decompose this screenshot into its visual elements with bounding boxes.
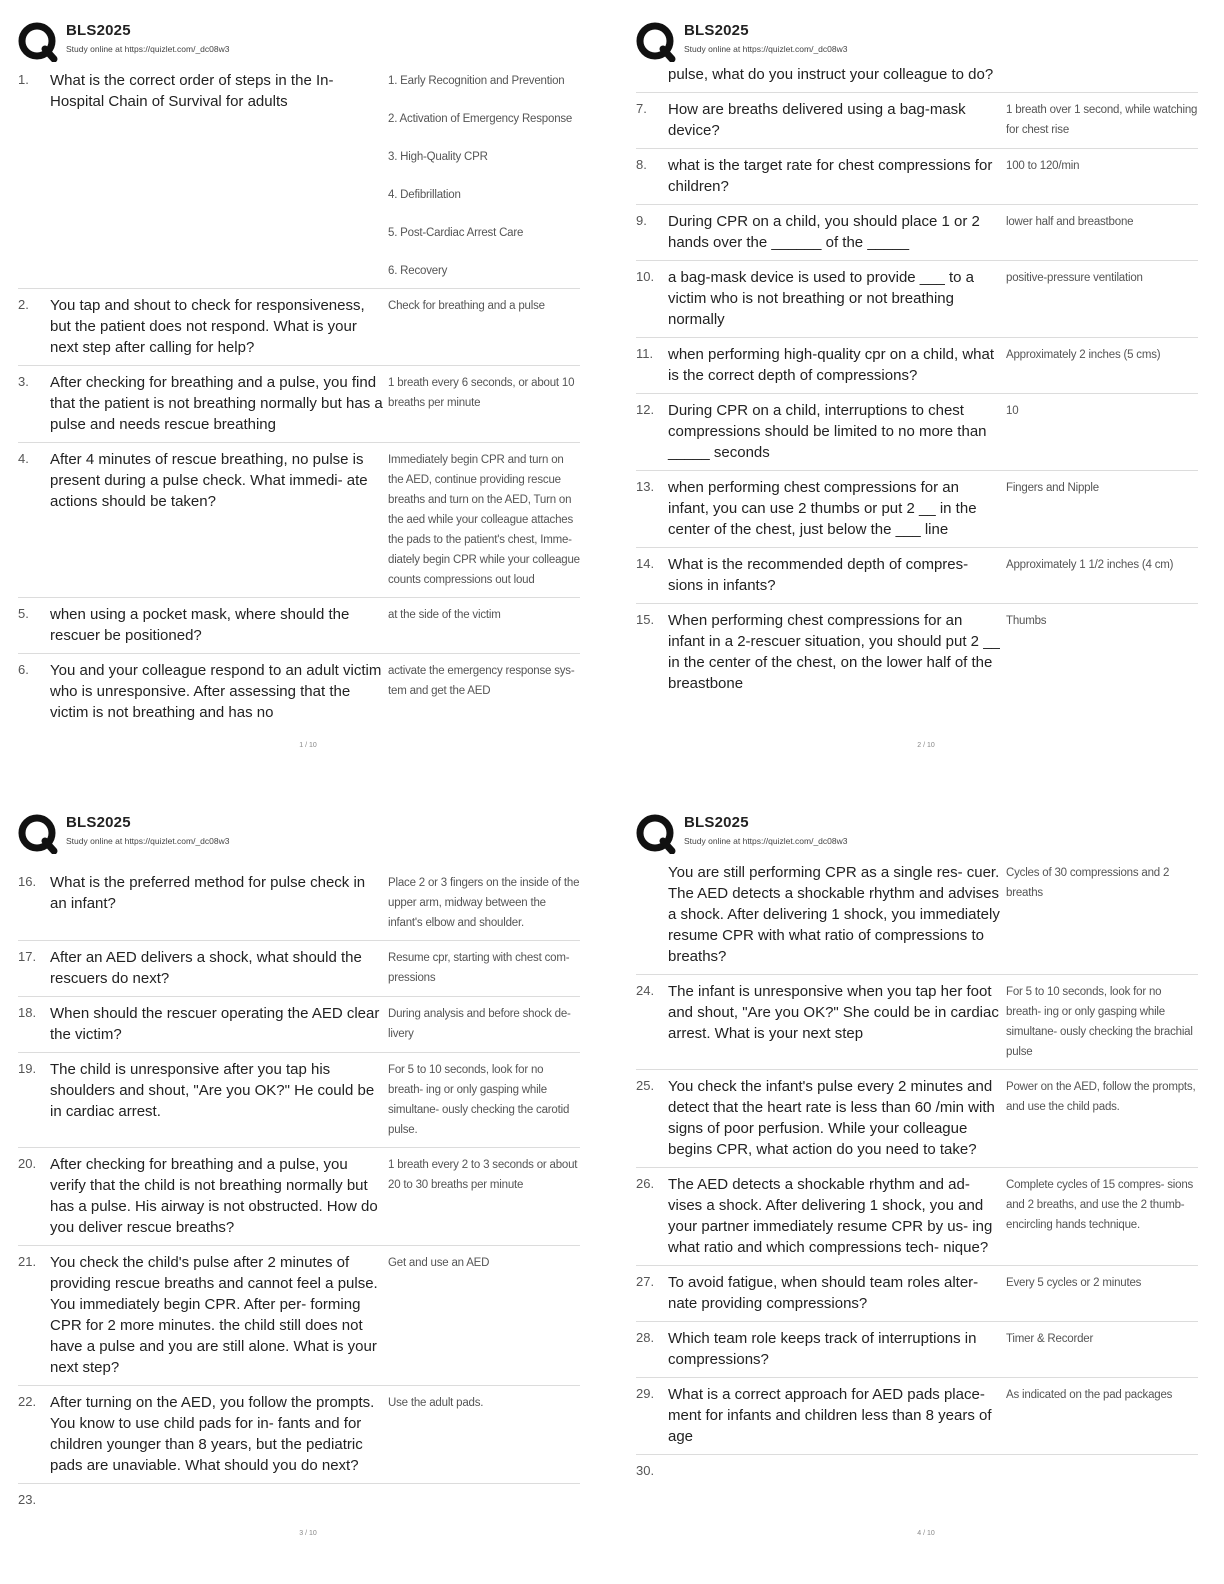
quizlet-logo-icon <box>636 22 676 62</box>
study-link[interactable]: Study online at https://quizlet.com/_dc08w3 <box>66 44 230 54</box>
card-row <box>636 1266 1198 1322</box>
card-definition: Check for breathing and a pulse <box>388 300 545 312</box>
page-number: 3 / 10 <box>299 1530 317 1537</box>
card-row <box>18 1148 580 1246</box>
definition-line: 5. Post-Cardiac Arrest Care <box>388 227 524 239</box>
card-number: 25. <box>636 1078 655 1093</box>
card-definition <box>388 1490 580 1507</box>
card-number: 24. <box>636 983 655 998</box>
card-row <box>18 1484 580 1514</box>
card-list <box>636 856 1198 1485</box>
set-title: BLS2025 <box>684 22 749 39</box>
card-definition: 10 <box>1006 405 1019 417</box>
card-definition <box>1006 1461 1198 1478</box>
card-row <box>18 366 580 443</box>
card-number: 27. <box>636 1274 655 1289</box>
card-number: 6. <box>18 662 29 677</box>
card-number: 18. <box>18 1005 37 1020</box>
set-title: BLS2025 <box>66 814 131 831</box>
card-number: 7. <box>636 101 647 116</box>
page-1 <box>18 18 598 778</box>
card-term: what is the target rate for chest compressions for children? <box>668 157 993 195</box>
card-definition: Cycles of 30 compressions and 2 breaths <box>1006 867 1170 899</box>
card-term: when using a pocket mask, where should the rescuer be positioned? <box>50 606 350 644</box>
card-row <box>636 1322 1198 1378</box>
card-term: You check the child's pulse after 2 minutes of providing rescue breaths and cannot feel a pulse. You immediately begin CPR. After per- forming CPR for 2 more minutes. the child still does not have a pulse and you are still alone. What is your next step? <box>50 1254 378 1376</box>
card-term: Which team role keeps track of interruptions in compressions? <box>668 1330 977 1368</box>
page-3 <box>18 810 598 1570</box>
card-row <box>636 1455 1198 1485</box>
card-term: The AED detects a shockable rhythm and ad- vises a shock. After delivering 1 shock, you and your partner immediately resume CPR by us- ing what ratio and which compressions tech- nique? <box>668 1176 993 1256</box>
card-number <box>636 862 668 967</box>
set-title: BLS2025 <box>684 814 749 831</box>
card-row <box>636 93 1198 149</box>
card-row <box>18 654 580 730</box>
card-row <box>636 1070 1198 1168</box>
card-number: 20. <box>18 1156 37 1171</box>
definition-line: 1. Early Recognition and Prevention <box>388 75 565 87</box>
card-term: After an AED delivers a shock, what should the rescuers do next? <box>50 949 362 987</box>
card-term: How are breaths delivered using a bag-mask device? <box>668 101 966 139</box>
card-row <box>18 443 580 598</box>
card-definition: Every 5 cycles or 2 minutes <box>1006 1277 1142 1289</box>
card-definition <box>388 70 580 281</box>
card-row <box>18 1053 580 1148</box>
card-definition: For 5 to 10 seconds, look for no breath- ing or only gasping while simultane- ously checking the carotid pulse. <box>388 1064 570 1136</box>
card-list <box>18 64 580 730</box>
card-row <box>636 1378 1198 1455</box>
page-number: 1 / 10 <box>299 742 317 749</box>
card-number: 28. <box>636 1330 655 1345</box>
card-term: pulse, what do you instruct your colleague to do? <box>668 66 994 83</box>
card-definition: positive-pressure ventilation <box>1006 272 1143 284</box>
card-row <box>636 975 1198 1070</box>
card-number: 17. <box>18 949 37 964</box>
set-title: BLS2025 <box>66 22 131 39</box>
card-number: 8. <box>636 157 647 172</box>
card-row <box>636 1168 1198 1266</box>
card-term: The infant is unresponsive when you tap her foot and shout, "Are you OK?" She could be in cardiac arrest. What is your next step <box>668 983 999 1042</box>
card-number: 15. <box>636 612 655 627</box>
definition-line: 6. Recovery <box>388 265 448 277</box>
card-number: 16. <box>18 874 37 889</box>
page-header <box>18 18 598 62</box>
card-definition: Power on the AED, follow the prompts, and use the child pads. <box>1006 1081 1196 1113</box>
card-number: 2. <box>18 297 29 312</box>
definition-line: 4. Defibrillation <box>388 189 461 201</box>
card-number: 23. <box>18 1492 37 1507</box>
card-definition: Fingers and Nipple <box>1006 482 1099 494</box>
card-definition: Approximately 2 inches (5 cms) <box>1006 349 1161 361</box>
card-row <box>18 289 580 366</box>
quizlet-logo-icon <box>18 814 58 854</box>
card-number: 5. <box>18 606 29 621</box>
card-term: What is a correct approach for AED pads place- ment for infants and children less than 8 years of age <box>668 1386 992 1445</box>
card-term: You are still performing CPR as a single res- cuer. The AED detects a shockable rhythm and advises a shock. After delivering 1 shock, you immediately resume CPR with what ratio of compressions to breaths? <box>668 864 1000 965</box>
quizlet-logo-icon <box>18 22 58 62</box>
card-row <box>636 548 1198 604</box>
card-term <box>50 1490 388 1507</box>
card-term: You check the infant's pulse every 2 minutes and detect that the heart rate is less than 60 /min with signs of poor perfusion. While your colleague begins CPR, what action do you need to take? <box>668 1078 995 1158</box>
page-number: 2 / 10 <box>917 742 935 749</box>
card-definition: Timer & Recorder <box>1006 1333 1094 1345</box>
card-definition: Place 2 or 3 fingers on the inside of the upper arm, midway between the infant's elbow and shoulder. <box>388 877 580 929</box>
card-row-continued <box>636 64 1198 93</box>
card-number: 29. <box>636 1386 655 1401</box>
page-header <box>636 810 1216 854</box>
card-term: To avoid fatigue, when should team roles alter- nate providing compressions? <box>668 1274 979 1312</box>
card-term: After checking for breathing and a pulse, you find that the patient is not breathing normally but has a pulse and needs rescue breathing <box>50 374 383 433</box>
page-header <box>636 18 1216 62</box>
card-number: 13. <box>636 479 655 494</box>
card-definition: Thumbs <box>1006 615 1047 627</box>
card-term: After 4 minutes of rescue breathing, no pulse is present during a pulse check. What immedi- ate actions should be taken? <box>50 451 368 510</box>
definition-line: 2. Activation of Emergency Response <box>388 113 573 125</box>
card-number: 10. <box>636 269 655 284</box>
card-number: 9. <box>636 213 647 228</box>
card-number: 12. <box>636 402 655 417</box>
card-number: 26. <box>636 1176 655 1191</box>
card-definition: activate the emergency response sys- tem and get the AED <box>388 665 575 697</box>
card-term: The child is unresponsive after you tap his shoulders and shout, "Are you OK?" He could be in cardiac arrest. <box>50 1061 375 1120</box>
card-definition: 1 breath over 1 second, while watching for chest rise <box>1006 104 1198 136</box>
card-number: 3. <box>18 374 29 389</box>
study-link[interactable]: Study online at https://quizlet.com/_dc08w3 <box>684 44 848 54</box>
card-row <box>636 149 1198 205</box>
card-definition: Resume cpr, starting with chest com- pressions <box>388 952 570 984</box>
card-row <box>636 261 1198 338</box>
card-list <box>636 64 1198 701</box>
page-4 <box>636 810 1216 1570</box>
study-link[interactable]: Study online at https://quizlet.com/_dc08w3 <box>684 836 848 846</box>
quizlet-logo-icon <box>636 814 676 854</box>
card-definition: lower half and breastbone <box>1006 216 1134 228</box>
card-definition: Use the adult pads. <box>388 1397 484 1409</box>
card-number: 19. <box>18 1061 37 1076</box>
card-term: What is the preferred method for pulse check in an infant? <box>50 874 366 912</box>
card-list <box>18 856 580 1514</box>
card-row <box>636 604 1198 701</box>
card-row <box>18 941 580 997</box>
card-row <box>636 338 1198 394</box>
card-term <box>668 1461 1006 1478</box>
card-definition: As indicated on the pad packages <box>1006 1389 1173 1401</box>
card-row <box>18 1246 580 1386</box>
card-definition: Get and use an AED <box>388 1257 490 1269</box>
card-term: What is the recommended depth of compres- sions in infants? <box>668 556 969 594</box>
card-term: When should the rescuer operating the AED clear the victim? <box>50 1005 380 1043</box>
card-term: when performing high-quality cpr on a child, what is the correct depth of compressions? <box>668 346 995 384</box>
card-term: When performing chest compressions for an infant in a 2-rescuer situation, you should put 2 __ in the center of the chest, on the lower half of the breastbone <box>668 612 1000 692</box>
card-term: What is the correct order of steps in the In-Hospital Chain of Survival for adults <box>50 72 334 110</box>
card-definition: 1 breath every 2 to 3 seconds or about 20 to 30 breaths per minute <box>388 1159 578 1191</box>
definition-line: 3. High-Quality CPR <box>388 151 488 163</box>
card-definition: Immediately begin CPR and turn on the AED, continue providing rescue breaths and turn on the AED, Turn on the aed while your colleague attaches the pads to the patient's chest, Imme- diately begin CPR while your colleague counts compressions out loud <box>388 454 580 586</box>
card-term: After checking for breathing and a pulse, you verify that the child is not breathing normally but has a pulse. His airway is not obstructed. How do you deliver rescue breaths? <box>50 1156 378 1236</box>
card-definition: Complete cycles of 15 compres- sions and 2 breaths, and use the 2 thumb-encircling hands technique. <box>1006 1179 1194 1231</box>
card-row <box>18 856 580 941</box>
card-term: You tap and shout to check for responsiveness, but the patient does not respond. What is your next step after calling for help? <box>50 297 365 356</box>
card-term: a bag-mask device is used to provide ___ to a victim who is not breathing or not breathing normally <box>668 269 975 328</box>
card-number: 4. <box>18 451 29 466</box>
page-2 <box>636 18 1216 778</box>
card-row <box>18 64 580 289</box>
card-term: During CPR on a child, interruptions to chest compressions should be limited to no more than _____ seconds <box>668 402 987 461</box>
card-number: 21. <box>18 1254 37 1269</box>
card-number: 11. <box>636 346 654 361</box>
card-row <box>636 394 1198 471</box>
card-definition: Approximately 1 1/2 inches (4 cm) <box>1006 559 1174 571</box>
page-number: 4 / 10 <box>917 1530 935 1537</box>
card-row-continued <box>636 856 1198 975</box>
card-row <box>18 1386 580 1484</box>
card-definition: During analysis and before shock de- livery <box>388 1008 571 1040</box>
card-definition: For 5 to 10 seconds, look for no breath- ing or only gasping while simultane- ously checking the brachial pulse <box>1006 986 1193 1058</box>
card-term: After turning on the AED, you follow the prompts. You know to use child pads for in- fants and for children younger than 8 years, but the pediatric pads are unaviable. What should you do next? <box>50 1394 375 1474</box>
study-link[interactable]: Study online at https://quizlet.com/_dc08w3 <box>66 836 230 846</box>
card-row <box>636 471 1198 548</box>
card-term: During CPR on a child, you should place 1 or 2 hands over the ______ of the _____ <box>668 213 980 251</box>
card-row <box>18 997 580 1053</box>
page-header <box>18 810 598 854</box>
card-row <box>636 205 1198 261</box>
card-definition: 100 to 120/min <box>1006 160 1080 172</box>
card-number: 1. <box>18 72 29 87</box>
card-number: 14. <box>636 556 655 571</box>
card-definition: at the side of the victim <box>388 609 501 621</box>
card-number: 30. <box>636 1463 655 1478</box>
card-term: You and your colleague respond to an adult victim who is unresponsive. After assessing that the victim is not breathing and has no <box>50 662 382 721</box>
card-term: when performing chest compressions for an infant, you can use 2 thumbs or put 2 __ in the center of the chest, just below the ___ line <box>668 479 977 538</box>
card-row <box>18 598 580 654</box>
card-definition: 1 breath every 6 seconds, or about 10 breaths per minute <box>388 377 575 409</box>
card-number: 22. <box>18 1394 37 1409</box>
